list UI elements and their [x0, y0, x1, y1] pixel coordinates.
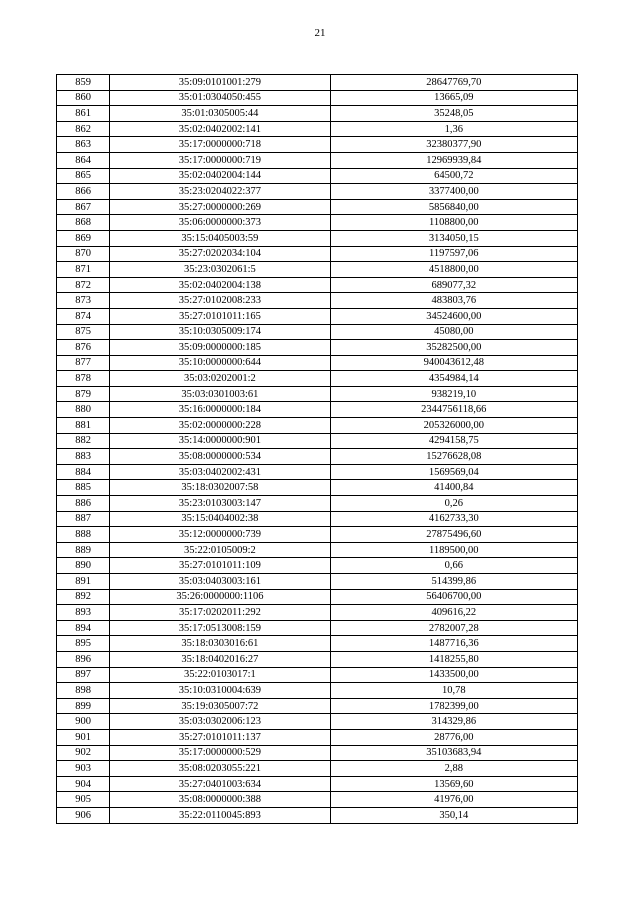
value-cell: 45080,00: [330, 324, 577, 340]
value-cell: 34524600,00: [330, 308, 577, 324]
row-number-cell: 890: [57, 558, 110, 574]
cadastral-number-cell: 35:27:0101011:165: [110, 308, 330, 324]
value-cell: 689077,32: [330, 277, 577, 293]
row-number-cell: 866: [57, 184, 110, 200]
table-row: [57, 324, 578, 340]
table-row: [57, 605, 578, 621]
value-cell: 5856840,00: [330, 199, 577, 215]
value-cell: 0,66: [330, 558, 577, 574]
value-cell: 13569,60: [330, 776, 577, 792]
value-cell: 10,78: [330, 683, 577, 699]
row-number-cell: 893: [57, 605, 110, 621]
cadastral-number-cell: 35:27:0101011:137: [110, 729, 330, 745]
row-number-cell: 886: [57, 496, 110, 512]
value-cell: 41400,84: [330, 480, 577, 496]
cadastral-number-cell: 35:03:0302006:123: [110, 714, 330, 730]
cadastral-number-cell: 35:22:0110045:893: [110, 807, 330, 823]
row-number-cell: 873: [57, 293, 110, 309]
value-cell: 35248,05: [330, 106, 577, 122]
cadastral-number-cell: 35:18:0302007:58: [110, 480, 330, 496]
table-row: [57, 776, 578, 792]
row-number-cell: 859: [57, 75, 110, 91]
value-cell: 13665,09: [330, 90, 577, 106]
table-row: [57, 558, 578, 574]
value-cell: 409616,22: [330, 605, 577, 621]
cadastral-number-cell: 35:27:0202034:104: [110, 246, 330, 262]
table-row: [57, 90, 578, 106]
cadastral-number-cell: 35:19:0305007:72: [110, 698, 330, 714]
value-cell: 1197597,06: [330, 246, 577, 262]
table-row: [57, 480, 578, 496]
cadastral-number-cell: 35:23:0302061:5: [110, 262, 330, 278]
table-row: [57, 714, 578, 730]
table-row: [57, 496, 578, 512]
row-number-cell: 901: [57, 729, 110, 745]
table-row: [57, 464, 578, 480]
value-cell: 4354984,14: [330, 371, 577, 387]
table-row: [57, 651, 578, 667]
value-cell: 4162733,30: [330, 511, 577, 527]
cadastral-number-cell: 35:10:0305009:174: [110, 324, 330, 340]
table-row: [57, 620, 578, 636]
table-row: [57, 121, 578, 137]
row-number-cell: 868: [57, 215, 110, 231]
cadastral-number-cell: 35:27:0102008:233: [110, 293, 330, 309]
row-number-cell: 864: [57, 152, 110, 168]
cadastral-number-cell: 35:02:0000000:228: [110, 418, 330, 434]
cadastral-number-cell: 35:15:0404002:38: [110, 511, 330, 527]
row-number-cell: 870: [57, 246, 110, 262]
row-number-cell: 885: [57, 480, 110, 496]
value-cell: 938219,10: [330, 386, 577, 402]
row-number-cell: 902: [57, 745, 110, 761]
table-row: [57, 589, 578, 605]
row-number-cell: 874: [57, 308, 110, 324]
value-cell: 1433500,00: [330, 667, 577, 683]
row-number-cell: 877: [57, 355, 110, 371]
row-number-cell: 887: [57, 511, 110, 527]
cadastral-number-cell: 35:17:0513008:159: [110, 620, 330, 636]
row-number-cell: 899: [57, 698, 110, 714]
cadastral-number-cell: 35:15:0405003:59: [110, 230, 330, 246]
table-row: [57, 402, 578, 418]
row-number-cell: 900: [57, 714, 110, 730]
cadastral-number-cell: 35:03:0301003:61: [110, 386, 330, 402]
table-row: [57, 230, 578, 246]
page-number: 21: [314, 27, 326, 39]
table-row: [57, 199, 578, 215]
row-number-cell: 896: [57, 651, 110, 667]
cadastral-number-cell: 35:17:0000000:529: [110, 745, 330, 761]
cadastral-number-cell: 35:12:0000000:739: [110, 527, 330, 543]
cadastral-number-cell: 35:09:0101001:279: [110, 75, 330, 91]
table-body: [57, 75, 578, 824]
cadastral-number-cell: 35:02:0402004:144: [110, 168, 330, 184]
cadastral-number-cell: 35:06:0000000:373: [110, 215, 330, 231]
value-cell: 350,14: [330, 807, 577, 823]
row-number-cell: 881: [57, 418, 110, 434]
value-cell: 1108800,00: [330, 215, 577, 231]
cadastral-number-cell: 35:01:0304050:455: [110, 90, 330, 106]
table-row: [57, 355, 578, 371]
value-cell: 940043612,48: [330, 355, 577, 371]
cadastral-number-cell: 35:09:0000000:185: [110, 340, 330, 356]
row-number-cell: 905: [57, 792, 110, 808]
cadastral-number-cell: 35:02:0402004:138: [110, 277, 330, 293]
table-row: [57, 511, 578, 527]
table-row: [57, 277, 578, 293]
cadastral-number-cell: 35:08:0203055:221: [110, 761, 330, 777]
cadastral-number-cell: 35:23:0204022:377: [110, 184, 330, 200]
cadastral-value-table: [56, 74, 578, 824]
value-cell: 28647769,70: [330, 75, 577, 91]
row-number-cell: 872: [57, 277, 110, 293]
table-row: [57, 636, 578, 652]
table-row: [57, 683, 578, 699]
value-cell: 2,88: [330, 761, 577, 777]
cadastral-number-cell: 35:22:0103017:1: [110, 667, 330, 683]
cadastral-number-cell: 35:17:0000000:719: [110, 152, 330, 168]
value-cell: 2782007,28: [330, 620, 577, 636]
value-cell: 4294158,75: [330, 433, 577, 449]
table-row: [57, 729, 578, 745]
table-row: [57, 667, 578, 683]
cadastral-number-cell: 35:16:0000000:184: [110, 402, 330, 418]
table-row: [57, 433, 578, 449]
table-row: [57, 386, 578, 402]
table-row: [57, 371, 578, 387]
row-number-cell: 863: [57, 137, 110, 153]
cadastral-number-cell: 35:03:0202001:2: [110, 371, 330, 387]
row-number-cell: 888: [57, 527, 110, 543]
cadastral-number-cell: 35:02:0402002:141: [110, 121, 330, 137]
row-number-cell: 879: [57, 386, 110, 402]
table-row: [57, 449, 578, 465]
value-cell: 205326000,00: [330, 418, 577, 434]
value-cell: 4518800,00: [330, 262, 577, 278]
row-number-cell: 875: [57, 324, 110, 340]
table-row: [57, 542, 578, 558]
row-number-cell: 862: [57, 121, 110, 137]
cadastral-number-cell: 35:14:0000000:901: [110, 433, 330, 449]
row-number-cell: 861: [57, 106, 110, 122]
row-number-cell: 860: [57, 90, 110, 106]
cadastral-number-cell: 35:22:0105009:2: [110, 542, 330, 558]
row-number-cell: 895: [57, 636, 110, 652]
row-number-cell: 880: [57, 402, 110, 418]
cadastral-number-cell: 35:03:0402002:431: [110, 464, 330, 480]
row-number-cell: 904: [57, 776, 110, 792]
row-number-cell: 878: [57, 371, 110, 387]
row-number-cell: 889: [57, 542, 110, 558]
table-row: [57, 418, 578, 434]
row-number-cell: 865: [57, 168, 110, 184]
table-row: [57, 168, 578, 184]
row-number-cell: 869: [57, 230, 110, 246]
value-cell: 35103683,94: [330, 745, 577, 761]
value-cell: 3377400,00: [330, 184, 577, 200]
row-number-cell: 876: [57, 340, 110, 356]
table-row: [57, 308, 578, 324]
value-cell: 56406700,00: [330, 589, 577, 605]
value-cell: 483803,76: [330, 293, 577, 309]
value-cell: 1418255,80: [330, 651, 577, 667]
table-row: [57, 792, 578, 808]
table-row: [57, 293, 578, 309]
row-number-cell: 903: [57, 761, 110, 777]
value-cell: 32380377,90: [330, 137, 577, 153]
table-row: [57, 807, 578, 823]
value-cell: 41976,00: [330, 792, 577, 808]
row-number-cell: 882: [57, 433, 110, 449]
table-row: [57, 75, 578, 91]
table-row: [57, 574, 578, 590]
table-row: [57, 184, 578, 200]
table-row: [57, 106, 578, 122]
value-cell: 35282500,00: [330, 340, 577, 356]
value-cell: 64500,72: [330, 168, 577, 184]
cadastral-number-cell: 35:17:0202011:292: [110, 605, 330, 621]
cadastral-number-cell: 35:03:0403003:161: [110, 574, 330, 590]
row-number-cell: 892: [57, 589, 110, 605]
value-cell: 12969939,84: [330, 152, 577, 168]
row-number-cell: 884: [57, 464, 110, 480]
cadastral-number-cell: 35:10:0000000:644: [110, 355, 330, 371]
row-number-cell: 898: [57, 683, 110, 699]
value-cell: 514399,86: [330, 574, 577, 590]
value-cell: 1,36: [330, 121, 577, 137]
table-row: [57, 152, 578, 168]
table-row: [57, 745, 578, 761]
cadastral-number-cell: 35:17:0000000:718: [110, 137, 330, 153]
value-cell: 1189500,00: [330, 542, 577, 558]
value-cell: 3134050,15: [330, 230, 577, 246]
cadastral-number-cell: 35:27:0000000:269: [110, 199, 330, 215]
value-cell: 1487716,36: [330, 636, 577, 652]
row-number-cell: 871: [57, 262, 110, 278]
value-cell: 28776,00: [330, 729, 577, 745]
cadastral-number-cell: 35:18:0402016:27: [110, 651, 330, 667]
row-number-cell: 891: [57, 574, 110, 590]
value-cell: 1569569,04: [330, 464, 577, 480]
cadastral-number-cell: 35:08:0000000:534: [110, 449, 330, 465]
row-number-cell: 906: [57, 807, 110, 823]
table-row: [57, 262, 578, 278]
cadastral-number-cell: 35:27:0401003:634: [110, 776, 330, 792]
cadastral-number-cell: 35:01:0305005:44: [110, 106, 330, 122]
cadastral-number-cell: 35:08:0000000:388: [110, 792, 330, 808]
row-number-cell: 897: [57, 667, 110, 683]
table-row: [57, 527, 578, 543]
row-number-cell: 883: [57, 449, 110, 465]
value-cell: 15276628,08: [330, 449, 577, 465]
value-cell: 27875496,60: [330, 527, 577, 543]
cadastral-number-cell: 35:23:0103003:147: [110, 496, 330, 512]
table-row: [57, 761, 578, 777]
cadastral-number-cell: 35:27:0101011:109: [110, 558, 330, 574]
value-cell: 1782399,00: [330, 698, 577, 714]
value-cell: 314329,86: [330, 714, 577, 730]
cadastral-number-cell: 35:26:0000000:1106: [110, 589, 330, 605]
table-row: [57, 340, 578, 356]
row-number-cell: 867: [57, 199, 110, 215]
cadastral-number-cell: 35:10:0310004:639: [110, 683, 330, 699]
table-row: [57, 698, 578, 714]
table-row: [57, 215, 578, 231]
cadastral-number-cell: 35:18:0303016:61: [110, 636, 330, 652]
value-cell: 0,26: [330, 496, 577, 512]
table-row: [57, 246, 578, 262]
value-cell: 2344756118,66: [330, 402, 577, 418]
row-number-cell: 894: [57, 620, 110, 636]
table-row: [57, 137, 578, 153]
